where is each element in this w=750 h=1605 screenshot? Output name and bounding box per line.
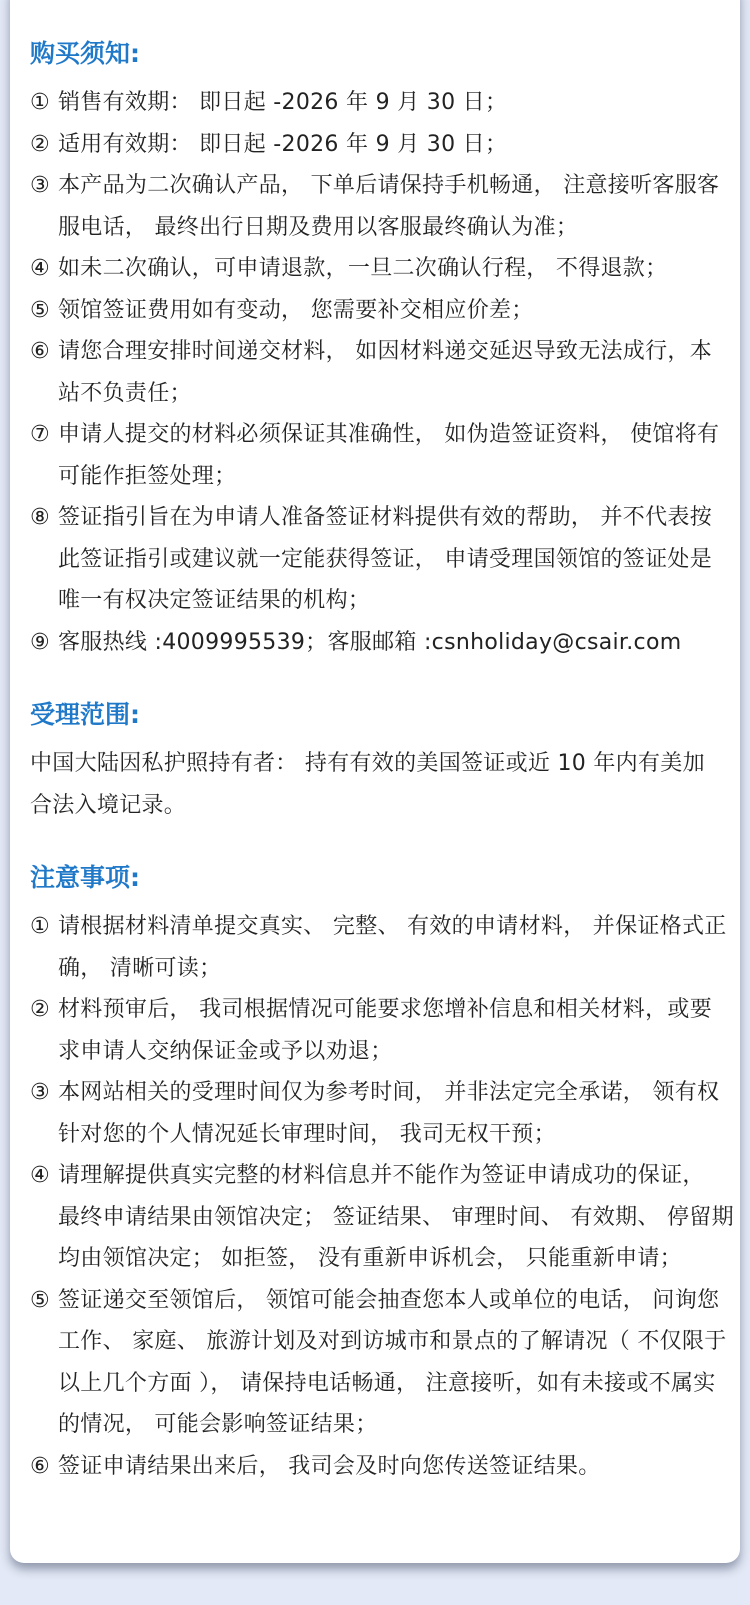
- purchase-notice-section: [30, 28, 740, 663]
- item-text: 客服热线 :4009995539；客服邮箱 :csnholiday@csair.com: [58, 629, 682, 655]
- item-text: 签证递交至领馆后， 领馆可能会抽查您本人或单位的电话， 问询您工作、 家庭、 旅游计划及对到访城市和景点的了解请况（ 不仅限于以上几个方面 ）， 请保持电话畅通， 注意接听，如有未接或不属实的情况， 可能会影响签证结果；: [58, 1287, 727, 1437]
- item-number: ①: [30, 914, 51, 939]
- item-text: 签证指引旨在为申请人准备签证材料提供有效的帮助， 并不代表按此签证指引或建议就一定能获得签证， 申请受理国领馆的签证处是唯一有权决定签证结果的机构；: [58, 505, 712, 613]
- list-item: [30, 1072, 734, 1155]
- item-text: 本产品为二次确认产品， 下单后请保持手机畅通， 注意接听客服客服电话， 最终出行日期及费用以客服最终确认为准；: [58, 173, 720, 240]
- item-text: 如未二次确认，可申请退款，一旦二次确认行程， 不得退款；: [58, 256, 668, 281]
- purchase-notice-title: 购买须知:: [30, 39, 140, 68]
- item-number: ③: [30, 1080, 51, 1105]
- list-item: [30, 248, 734, 290]
- item-number: ⑦: [30, 422, 51, 447]
- list-item: [30, 1155, 734, 1280]
- notes-section: [30, 852, 740, 1487]
- item-number: ③: [30, 173, 51, 198]
- list-item: [30, 124, 734, 166]
- list-item: [30, 497, 734, 622]
- notes-title: 注意事项:: [30, 863, 140, 892]
- list-item: [30, 165, 734, 248]
- list-item: [30, 414, 734, 497]
- item-number: ②: [30, 997, 51, 1022]
- item-number: ⑤: [30, 1287, 51, 1313]
- info-card: [10, 0, 740, 1563]
- list-item: [30, 331, 734, 414]
- item-text: 领馆签证费用如有变动， 您需要补交相应价差；: [58, 297, 534, 323]
- scope-text: 中国大陆因私护照持有者： 持有有效的美国签证或近 10 年内有美加合法入境记录。: [30, 751, 705, 818]
- item-number: ⑨: [30, 629, 51, 655]
- item-number: ①: [30, 90, 51, 115]
- scope-section: [30, 689, 740, 826]
- notes-list: [30, 906, 740, 1487]
- item-number: ⑧: [30, 505, 51, 530]
- item-number: ⑥: [30, 339, 51, 364]
- item-number: ⑤: [30, 297, 51, 323]
- list-item: [30, 290, 734, 332]
- item-number: ⑥: [30, 1453, 51, 1479]
- list-item: [30, 622, 734, 664]
- item-text: 签证申请结果出来后， 我司会及时向您传送签证结果。: [58, 1453, 601, 1479]
- list-item: [30, 906, 734, 989]
- purchase-notice-list: [30, 82, 740, 663]
- scope-title: 受理范围:: [30, 700, 140, 729]
- item-text: 适用有效期： 即日起 -2026 年 9 月 30 日；: [58, 131, 508, 157]
- list-item: [30, 989, 734, 1072]
- item-text: 请您合理安排时间递交材料， 如因材料递交延迟导致无法成行，本站不负责任；: [58, 339, 712, 406]
- item-text: 本网站相关的受理时间仅为参考时间， 并非法定完全承诺， 领有权针对您的个人情况延长审理时间， 我司无权干预；: [58, 1080, 720, 1147]
- item-number: ②: [30, 131, 51, 157]
- item-number: ④: [30, 1163, 51, 1188]
- item-text: 请理解提供真实完整的材料信息并不能作为签证申请成功的保证， 最终申请结果由领馆决定； 签证结果、 审理时间、 有效期、 停留期均由领馆决定； 如拒签， 没有重新申诉机会， 只能重新申请；: [58, 1163, 734, 1271]
- list-item: [30, 82, 734, 124]
- list-item: [30, 1446, 734, 1488]
- item-text: 材料预审后， 我司根据情况可能要求您增补信息和相关材料，或要求申请人交纳保证金或予以劝退；: [58, 997, 712, 1064]
- item-number: ④: [30, 256, 51, 281]
- list-item: [30, 1280, 734, 1446]
- item-text: 申请人提交的材料必须保证其准确性， 如伪造签证资料， 使馆将有可能作拒签处理；: [58, 422, 720, 489]
- item-text: 请根据材料清单提交真实、 完整、 有效的申请材料， 并保证格式正确， 清晰可读；: [58, 914, 727, 981]
- item-text: 销售有效期： 即日起 -2026 年 9 月 30 日；: [58, 90, 508, 115]
